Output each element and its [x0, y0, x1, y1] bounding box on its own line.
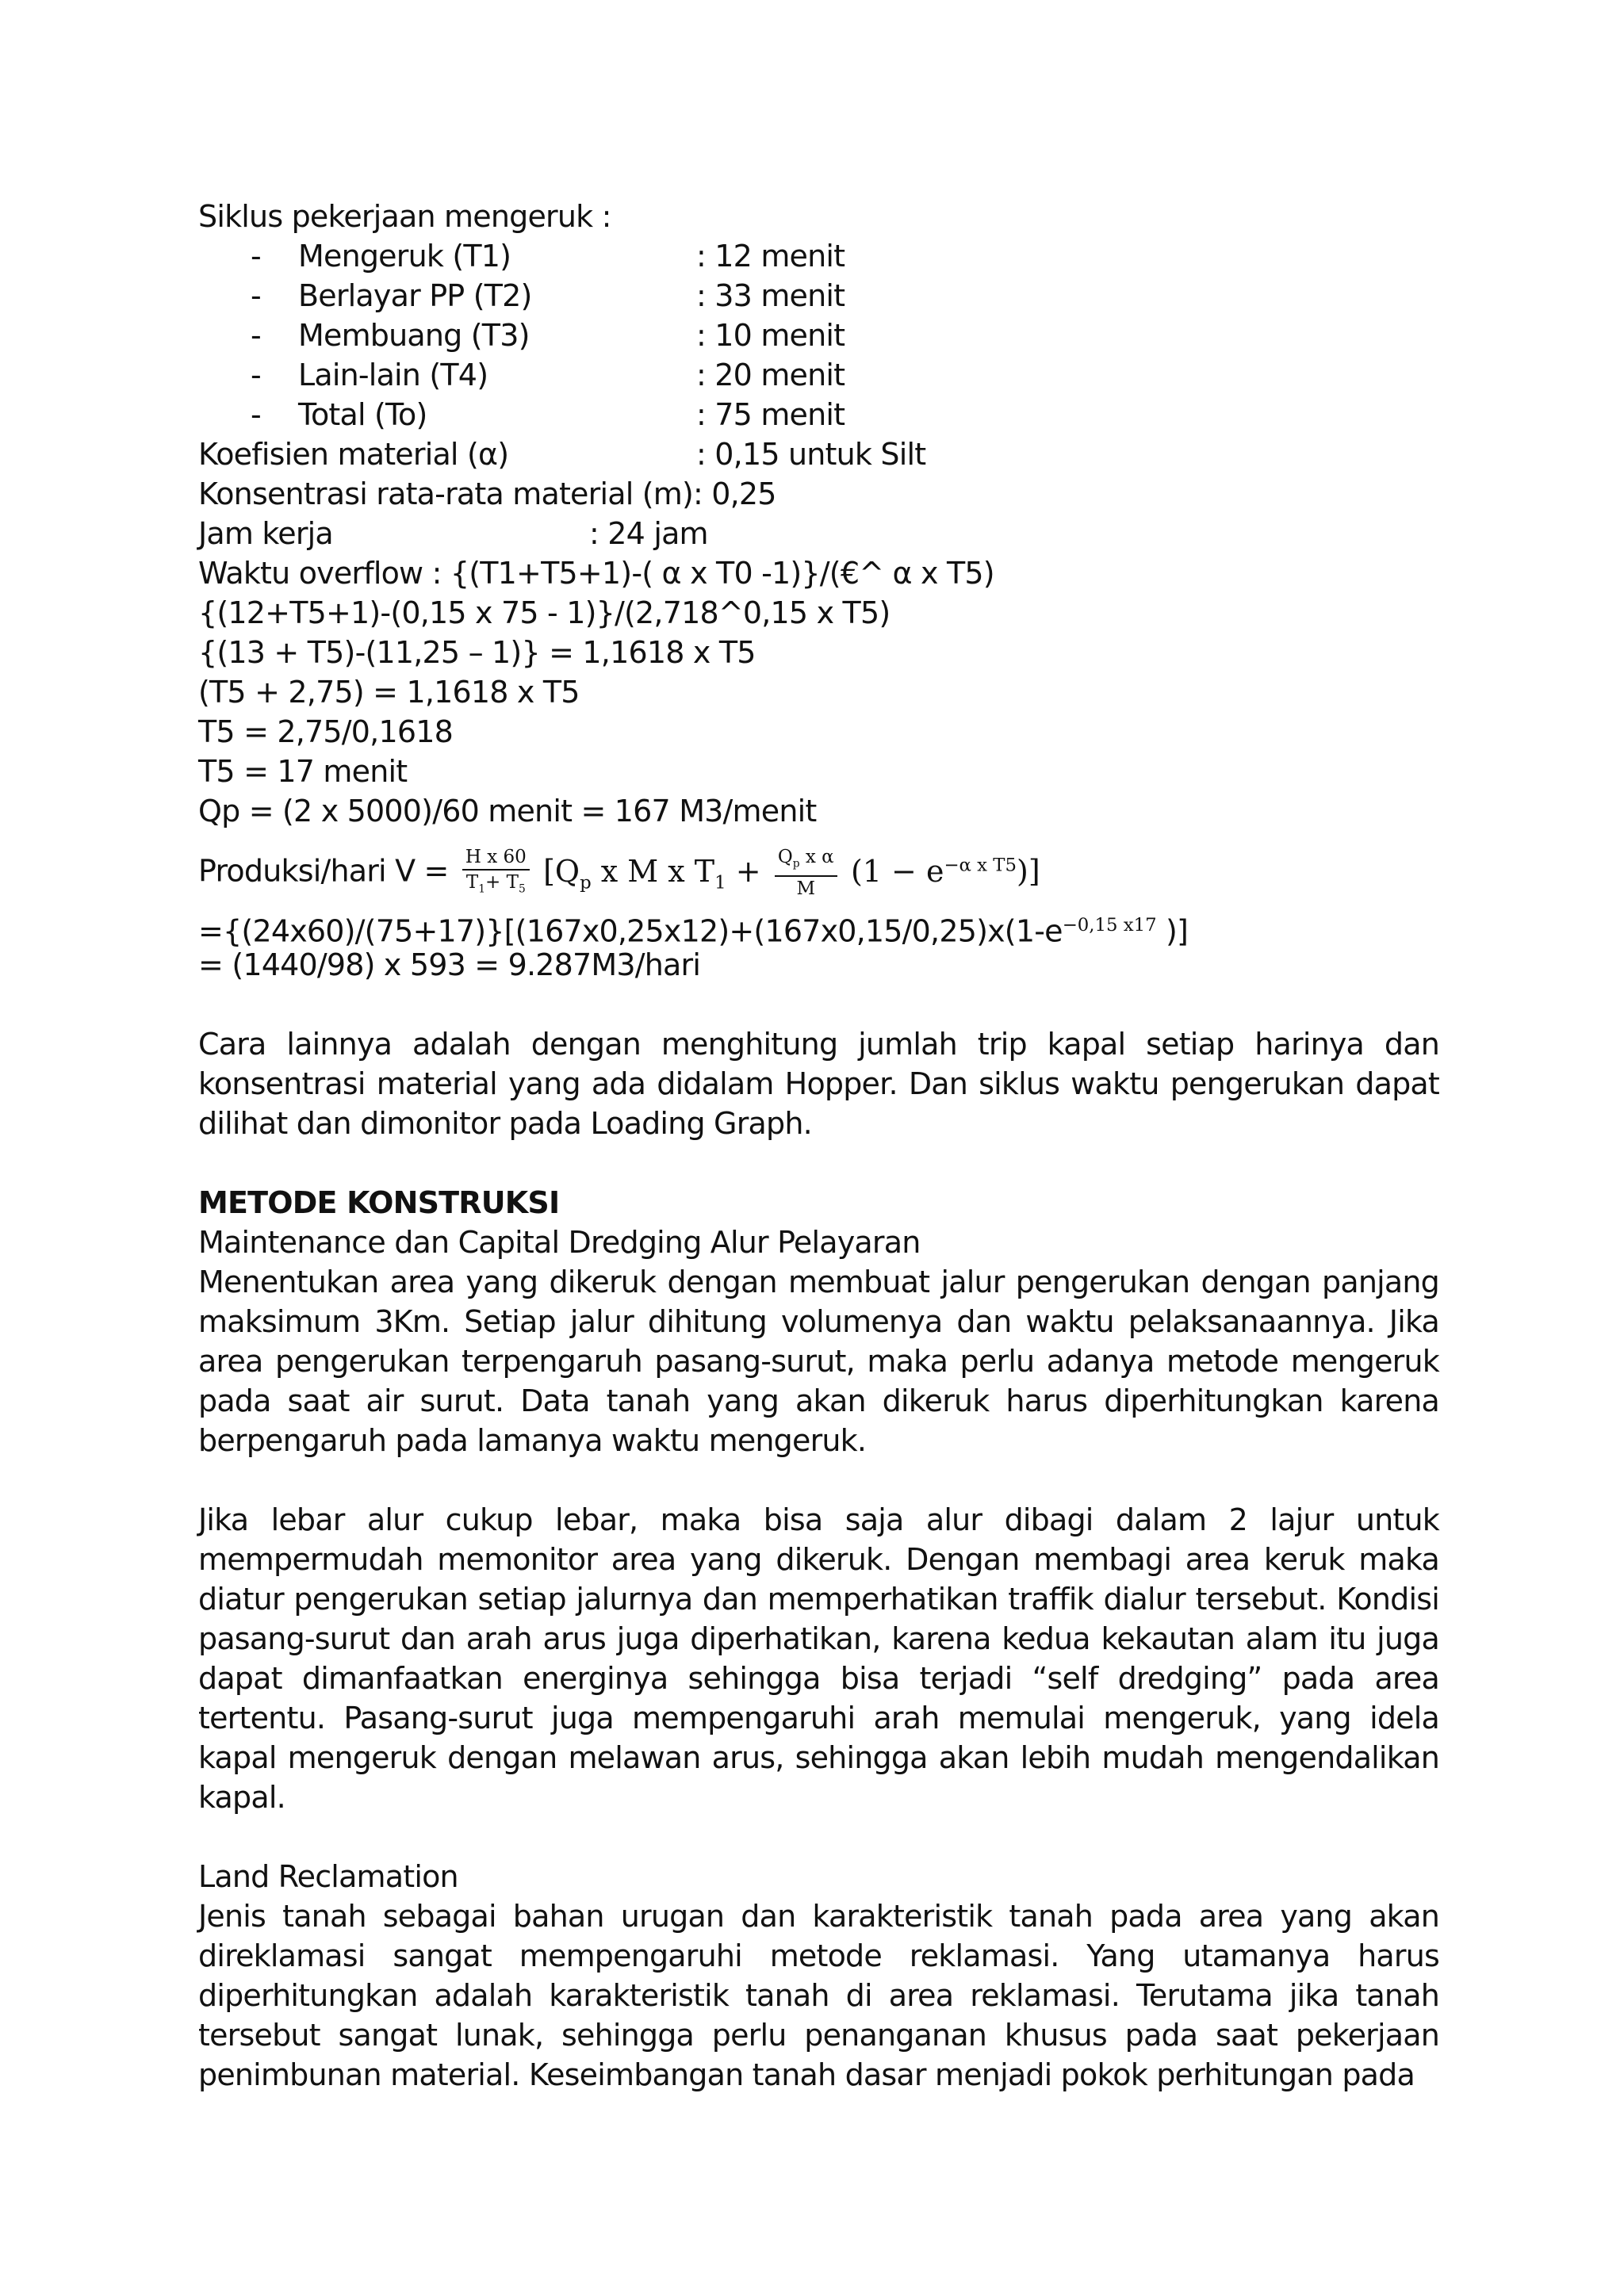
cycle-item-value: : 12 menit: [696, 239, 845, 274]
result-superscript: −0,15 x17: [1062, 915, 1157, 936]
fraction-hours: [462, 845, 530, 901]
spacer: [198, 1143, 1439, 1183]
formula-text: )]: [1017, 853, 1040, 889]
calc-line: {(12+T5+1)-(0,15 x 75 - 1)}/(2,718^0,15 x T5): [198, 595, 891, 630]
paragraph: Cara lainnya adalah dengan menghitung jumlah trip kapal setiap harinya dan konsentrasi material yang ada didalam Hopper. Dan siklus waktu pengerukan dapat dilihat dan dimonitor pada Loading Graph.: [198, 1027, 1439, 1141]
jam-value: : 24 jam: [589, 516, 708, 551]
subheading: Maintenance dan Capital Dredging Alur Pelayaran: [198, 1225, 921, 1260]
calc-line: (T5 + 2,75) = 1,1618 x T5: [198, 675, 580, 710]
cycle-item-value: : 75 menit: [696, 397, 845, 432]
den-subscript: 5: [518, 882, 526, 896]
konsentrasi-line: Konsentrasi rata-rata material (m): 0,25: [198, 476, 776, 511]
cycle-item-label: Mengeruk (T1): [298, 239, 511, 274]
fraction-qp: [775, 845, 837, 901]
list-dash: -: [251, 239, 261, 274]
production-formula: [198, 831, 1439, 899]
formula-bracket-part: [543, 853, 761, 894]
spacer: [198, 1817, 1439, 1857]
result-text: )]: [1156, 913, 1189, 949]
formula-superscript: −α x T5: [944, 855, 1017, 875]
paragraph: Jenis tanah sebagai bahan urugan dan karakteristik tanah pada area yang akan direklamasi sangat mempengaruhi metode reklamasi. Yang utamanya harus diperhitungkan adalah karakteristik tanah di area reklamasi. Terutama jika tanah tersebut sangat lunak, sehingga perlu penanganan khusus pada saat pekerjaan penimbunan material. Keseimbangan tanah dasar menjadi pokok perhitungan pada: [198, 1899, 1439, 2092]
formula-text: +: [726, 853, 761, 889]
list-dash: -: [251, 358, 261, 392]
calc-line: Waktu overflow : {(T1+T5+1)-( α x T0 -1)}/(€^ α x T5): [198, 556, 994, 591]
num-subscript: p: [792, 857, 800, 871]
cycle-item-label: Total (To): [298, 397, 427, 432]
list-dash: -: [251, 318, 261, 353]
result-text: ={(24x60)/(75+17)}[(167x0,25x12)+(167x0,15/0,25)x(1-e: [198, 913, 1063, 949]
num-symbol: Q: [777, 846, 793, 867]
formula-text: (1 − e: [850, 853, 944, 889]
koef-line: [198, 434, 1439, 474]
num-symbol: x α: [799, 846, 834, 867]
jam-label: Jam kerja: [198, 516, 333, 551]
cycle-item-value: : 33 menit: [696, 278, 845, 313]
paragraph: Menentukan area yang dikeruk dengan membuat jalur pengerukan dengan panjang maksimum 3Km. Setiap jalur dihitung volumenya dan waktu pelaksanaannya. Jika area pengerukan terpengaruh pasang-surut, maka perlu adanya metode mengeruk pada saat air surut. Data tanah yang akan dikeruk harus diperhitungkan karena berpengaruh pada lamanya waktu mengeruk.: [198, 1265, 1439, 1458]
cycle-item-value: : 10 menit: [696, 318, 845, 353]
jam-line: [198, 514, 1439, 553]
cycle-item: [198, 355, 1439, 395]
cycle-item-label: Membuang (T3): [298, 318, 530, 353]
spacer: [198, 1460, 1439, 1500]
calc-line: T5 = 17 menit: [198, 754, 408, 789]
section-heading: METODE KONSTRUKSI: [198, 1185, 560, 1220]
list-dash: -: [251, 278, 261, 313]
list-dash: -: [251, 397, 261, 432]
cycle-item: [198, 395, 1439, 434]
cycle-item: [198, 236, 1439, 276]
paragraph: Jika lebar alur cukup lebar, maka bisa saja alur dibagi dalam 2 lajur untuk mempermudah memonitor area yang dikeruk. Dengan membagi area keruk maka diatur pengerukan setiap jalurnya dan memperhatikan traffik dialur tersebut. Kondisi pasang-surut dan arah arus juga diperhatikan, karena kedua kekautan alam itu juga dapat dimanfaatkan energinya sehingga bisa terjadi “self dredging” pada area tertentu. Pasang-surut juga mempengaruhi arah memulai mengeruk, yang idela kapal mengeruk dengan melawan arus, sehingga akan lebih mudah mengendalikan kapal.: [198, 1502, 1439, 1815]
cycle-item-label: Lain-lain (T4): [298, 358, 488, 392]
calc-line: Qp = (2 x 5000)/60 menit = 167 M3/menit: [198, 794, 817, 828]
formula-prefix: Produksi/hari V =: [198, 853, 449, 889]
den-symbol: + T: [485, 871, 519, 893]
den-subscript: 1: [478, 882, 486, 896]
cycle-item: [198, 276, 1439, 316]
formula-subscript: 1: [714, 872, 726, 894]
koef-value: : 0,15 untuk Silt: [696, 437, 926, 472]
result-line: = (1440/98) x 593 = 9.287M3/hari: [198, 947, 701, 982]
cycle-item-value: : 20 menit: [696, 358, 845, 392]
subheading: Land Reclamation: [198, 1859, 458, 1894]
calc-line: T5 = 2,75/0,1618: [198, 714, 453, 749]
fraction-denominator: M: [796, 878, 816, 900]
spacer: [198, 985, 1439, 1024]
fraction-numerator: H x 60: [462, 845, 530, 871]
fraction-denominator: [462, 871, 530, 901]
formula-subscript: p: [580, 872, 592, 894]
cycle-item-label: Berlayar PP (T2): [298, 278, 532, 313]
result-line: [198, 905, 1439, 949]
formula-tail: [851, 854, 1040, 889]
calc-line: {(13 + T5)-(11,25 – 1)} = 1,1618 x T5: [198, 635, 756, 670]
cycle-item: [198, 316, 1439, 355]
koef-label: Koefisien material (α): [198, 437, 509, 472]
formula-text: x M x T: [591, 853, 715, 889]
den-symbol: T: [465, 871, 479, 893]
formula-text: [Q: [543, 853, 580, 889]
fraction-numerator: [775, 845, 837, 878]
document-page: [198, 197, 1439, 2095]
cycle-title: Siklus pekerjaan mengeruk :: [198, 199, 611, 234]
